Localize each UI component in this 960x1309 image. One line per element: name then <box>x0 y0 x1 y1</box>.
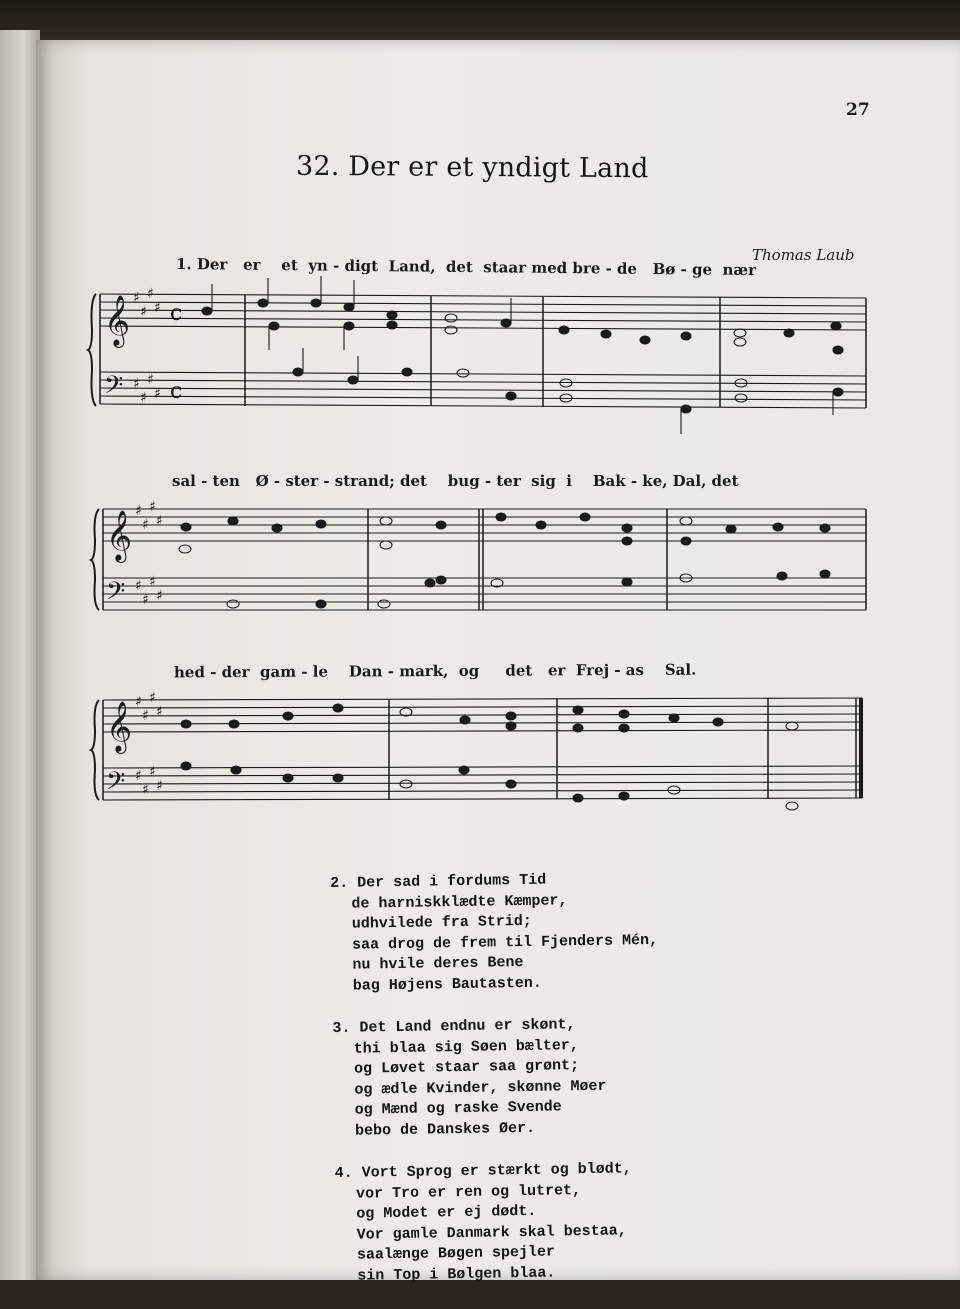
svg-text:♯: ♯ <box>156 778 163 794</box>
verse-line: sin Top i Bølgen blaa. <box>357 1264 556 1285</box>
verse-line: 2. Der sad i fordums Tid <box>330 871 547 892</box>
bass-clef-icon: 𝄢 <box>106 577 126 612</box>
lyric-line-system-2: sal - ten Ø - ster - strand; det bug - ter sig i Bak - ke, Dal, det <box>172 472 739 490</box>
svg-text:♯: ♯ <box>133 376 140 392</box>
system-1-notes <box>202 276 843 434</box>
svg-text:c: c <box>170 379 183 404</box>
svg-text:c: c <box>170 301 183 326</box>
svg-text:♯: ♯ <box>149 574 156 590</box>
verse-line: 3. Det Land endnu er skønt, <box>332 1016 576 1037</box>
key-signature-sharps-icon <box>133 286 163 798</box>
svg-text:♯: ♯ <box>142 517 149 533</box>
treble-clef-icon: 𝄞 <box>106 510 133 561</box>
verse-4 <box>335 1157 757 1287</box>
system-1-bass-staff <box>100 372 866 408</box>
system-3-treble-staff <box>103 698 862 732</box>
svg-text:♯: ♯ <box>142 708 149 724</box>
verse-line: 4. Vort Sprog er stærkt og blødt, <box>334 1160 632 1182</box>
system-3-bass-staff <box>103 766 862 800</box>
treble-clef-icon: 𝄞 <box>106 701 133 752</box>
svg-text:♯: ♯ <box>154 386 161 402</box>
page-number: 27 <box>846 100 870 120</box>
verses-block <box>330 867 757 1309</box>
verse-line: og ædle Kvinder, skønne Møer <box>354 1077 607 1099</box>
svg-text:♯: ♯ <box>133 290 140 306</box>
verse-line: thi blaa sig Søen bælter, <box>353 1036 579 1058</box>
system-2-treble-staff <box>103 509 866 541</box>
verse-line: og Modet er ej dødt. <box>356 1202 537 1223</box>
lyric-line-system-3: hed - der gam - le Dan - mark, og det er Frej - as Sal. <box>173 660 697 682</box>
verse-line: saalænge Bøgen spejler <box>356 1243 556 1264</box>
svg-text:♯: ♯ <box>147 372 154 388</box>
svg-text:♯: ♯ <box>140 390 147 406</box>
verse-line: og Mænd og raske Svende <box>354 1098 562 1119</box>
svg-text:♯: ♯ <box>156 513 163 529</box>
composer-credit: Thomas Laub <box>752 246 855 264</box>
system-1-brace <box>88 294 96 406</box>
verse-line: bebo de Danskes Øer. <box>354 1119 536 1140</box>
svg-text:♯: ♯ <box>135 578 142 594</box>
verse-2 <box>330 867 752 997</box>
svg-text:♯: ♯ <box>142 592 149 608</box>
svg-text:♯: ♯ <box>135 768 142 784</box>
svg-text:♯: ♯ <box>135 694 142 710</box>
verse-line: nu hvile deres Bene <box>352 953 524 974</box>
verse-line: og Løvet staar saa grønt; <box>353 1057 580 1078</box>
song-title: 32. Der er et yndigt Land <box>295 150 649 185</box>
svg-text:♯: ♯ <box>156 704 163 720</box>
lyric-line-system-1: 1. Der er et yn - digt Land, det staar med bre - de Bø - ge nær <box>175 254 757 280</box>
verse-line: udhvilede fra Strid; <box>351 912 532 933</box>
system-3-brace <box>91 700 99 800</box>
verse-line: saa drog de frem til Fjenders Mén, <box>351 931 659 954</box>
system-2-bass-staff <box>103 578 866 610</box>
svg-text:♯: ♯ <box>135 503 142 519</box>
system-3-notes <box>181 704 798 810</box>
verse-line: Vor gamle Danmark skal bestaa, <box>356 1221 627 1244</box>
bass-clef-icon: 𝄢 <box>104 371 124 406</box>
svg-text:♯: ♯ <box>154 300 161 316</box>
system-2-brace <box>91 509 99 610</box>
svg-text:♯: ♯ <box>140 304 147 320</box>
verse-3 <box>332 1012 754 1142</box>
svg-text:♯: ♯ <box>156 588 163 604</box>
verse-line: bag Højens Bautasten. <box>352 974 542 995</box>
svg-text:♯: ♯ <box>149 690 156 706</box>
verse-line: vor Tro er ren og lutret, <box>355 1181 582 1203</box>
svg-text:♯: ♯ <box>142 782 149 798</box>
verse-line: de harniskklædte Kæmper, <box>351 891 568 913</box>
system-1-treble-staff <box>100 294 866 330</box>
bass-clef-icon: 𝄢 <box>106 767 126 802</box>
svg-text:♯: ♯ <box>147 286 154 302</box>
common-time-icon <box>170 301 182 404</box>
svg-text:♯: ♯ <box>149 499 156 515</box>
treble-clef-icon: 𝄞 <box>104 295 131 346</box>
svg-text:♯: ♯ <box>149 764 156 780</box>
